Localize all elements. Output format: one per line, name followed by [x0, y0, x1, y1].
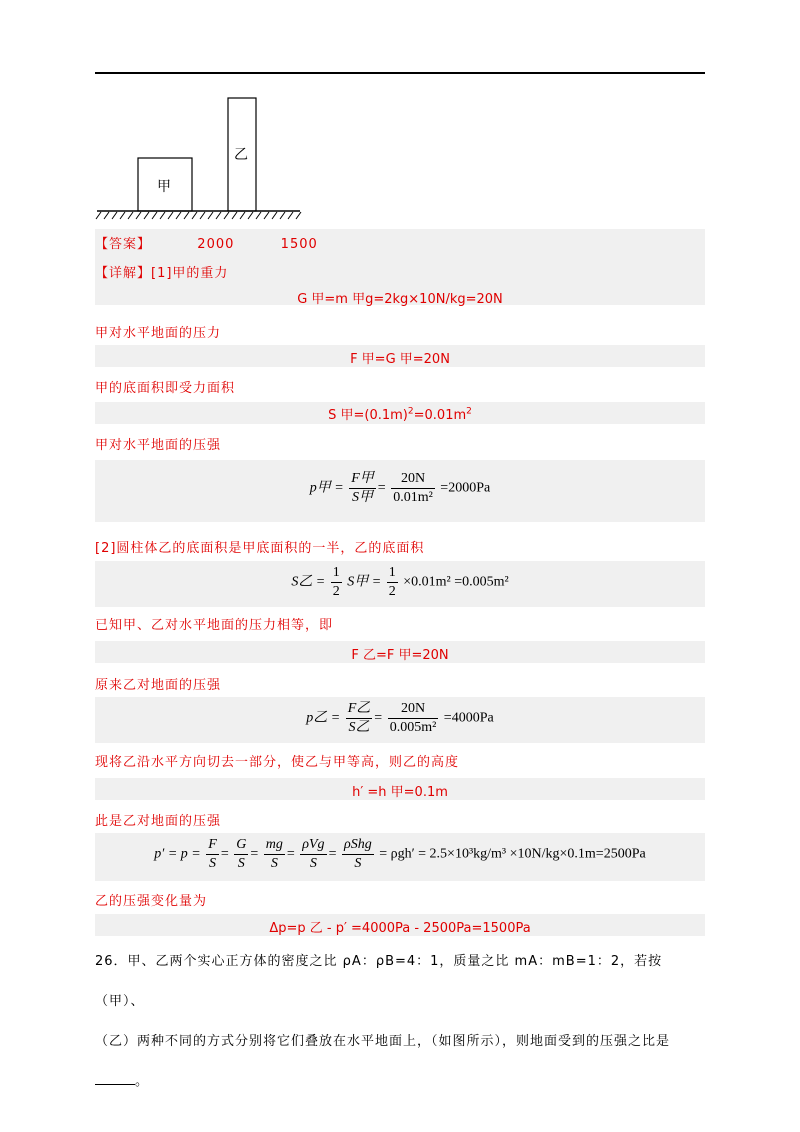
answer-blank — [95, 1072, 135, 1085]
s-yi-half-den: 2 — [332, 584, 340, 599]
text-l4: [2]圆柱体乙的底面积是甲底面积的一半，乙的底面积 — [95, 541, 425, 556]
text-l7: 现将乙沿水平方向切去一部分，使乙与甲等高，则乙的高度 — [95, 755, 460, 770]
p-yi-lhs: p乙 = — [306, 710, 341, 726]
p-prime-f1d: S — [209, 856, 217, 871]
p-prime-f5d: S — [354, 856, 362, 871]
p-jia-lhs: p甲 = — [309, 480, 344, 496]
text-l6: 原来乙对地面的压强 — [95, 678, 222, 693]
formula-p-prime: p′ = p = $\frac{F}{S}$ = $\frac{G}{S}$ = $\frac{mg}{S}$ = $\frac{\text{ρVg}}{S}$ = $\frac{\text{ρShg}}{S}$ = ρgh′ = 2.5×10³kg/m³ ×10N/kg×0.1m=2500Pa — [154, 837, 646, 871]
s-yi-half2-den: 2 — [388, 584, 396, 599]
answer-tag: 【答案】 — [95, 237, 152, 252]
p-prime-f3d: S — [270, 856, 278, 871]
p-prime-rhs: = ρgh′ = 2.5×10³kg/m³ ×10N/kg×0.1m=2500Pa — [379, 846, 646, 862]
p-yi-num1: F乙 — [346, 700, 373, 719]
diagram-blocks — [95, 95, 305, 220]
question-end: 。 — [135, 1074, 150, 1089]
formula-s-jia: S 甲$=(0.1m)^2=0.01m^2$ — [328, 406, 472, 423]
detail-tag: 【详解】 — [95, 266, 152, 281]
p-jia-num1: F甲 — [349, 470, 376, 489]
text-l2: 甲的底面积即受力面积 — [95, 381, 236, 396]
p-jia-den1: S甲 — [352, 490, 374, 505]
p-jia-num2: 20N — [391, 470, 435, 489]
question-26 — [95, 942, 705, 1102]
answer-line — [95, 233, 318, 252]
p-jia-den2: 0.01m² — [393, 490, 433, 505]
p-yi-den2: 0.005m² — [389, 720, 437, 735]
detail-intro: [1]甲的重力 — [151, 266, 229, 281]
p-prime-f2d: S — [237, 856, 245, 871]
p-prime-f3n: mg — [264, 836, 285, 855]
s-yi-half-num: 1 — [331, 564, 342, 583]
formula-s-yi — [95, 564, 705, 601]
p-yi-den1: S乙 — [348, 720, 370, 735]
question-line-1: 26．甲、乙两个实心正方体的密度之比 ρA：ρB=4：1，质量之比 mA：mB=1：2，若按（甲）、 — [95, 954, 663, 1009]
p-yi-rhs: =4000Pa — [443, 710, 494, 726]
formula-delta-p: Δp=p 乙 - p′ =4000Pa - 2500Pa=1500Pa — [269, 921, 531, 936]
p-prime-f5n: ρShg — [342, 836, 374, 855]
s-yi-half2-num: 1 — [387, 564, 398, 583]
formula-f-jia: F 甲=G 甲=20N — [350, 352, 450, 367]
answer-value-1: 2000 — [197, 237, 235, 252]
text-l8: 此是乙对地面的压强 — [95, 814, 222, 829]
s-yi-mid: S甲 = — [347, 574, 382, 590]
label-jia: 甲 — [157, 179, 171, 195]
text-l3: 甲对水平地面的压强 — [95, 438, 222, 453]
formula-g-jia: G 甲=m 甲g=2kg×10N/kg=20N — [297, 292, 503, 307]
question-line-3 — [95, 1062, 705, 1102]
detail-line — [95, 262, 228, 281]
question-line-2: （乙）两种不同的方式分别将它们叠放在水平地面上，（如图所示），则地面受到的压强之比是 — [95, 1034, 671, 1049]
ground-hatching — [96, 212, 301, 219]
header-rule — [95, 72, 705, 74]
p-prime-lhs: p′ = p = — [154, 846, 201, 862]
s-jia-part1: S 甲=(0.1m) — [328, 408, 408, 423]
formula-f-yi: F 乙=F 甲=20N — [351, 648, 449, 663]
text-l9: 乙的压强变化量为 — [95, 894, 208, 909]
p-prime-f4n: ρVg — [300, 836, 326, 855]
p-prime-f4d: S — [309, 856, 317, 871]
p-jia-rhs: =2000Pa — [440, 480, 491, 496]
formula-h-prime: h′ =h 甲=0.1m — [352, 785, 448, 800]
formula-p-jia: p甲 = $\frac{\text{F甲}}{\text{S甲}}$ = $\frac{20N}{\text{0.01m²}}$ =2000Pa — [309, 471, 491, 505]
s-yi-rhs: ×0.01m² =0.005m² — [403, 574, 509, 590]
answer-value-2: 1500 — [280, 237, 318, 252]
s-yi-lhs: S乙 = — [291, 574, 326, 590]
label-yi: 乙 — [234, 147, 248, 163]
p-prime-f2n: G — [234, 836, 248, 855]
p-prime-f1n: F — [206, 836, 219, 855]
p-yi-num2: 20N — [388, 700, 439, 719]
text-l5: 已知甲、乙对水平地面的压力相等，即 — [95, 618, 334, 633]
formula-p-yi: p乙 = $\frac{\text{F乙}}{\text{S乙}}$ = $\frac{20N}{\text{0.005m²}}$ =4000Pa — [306, 701, 494, 735]
text-l1: 甲对水平地面的压力 — [95, 326, 222, 341]
s-jia-part2: =0.01m — [413, 408, 467, 423]
